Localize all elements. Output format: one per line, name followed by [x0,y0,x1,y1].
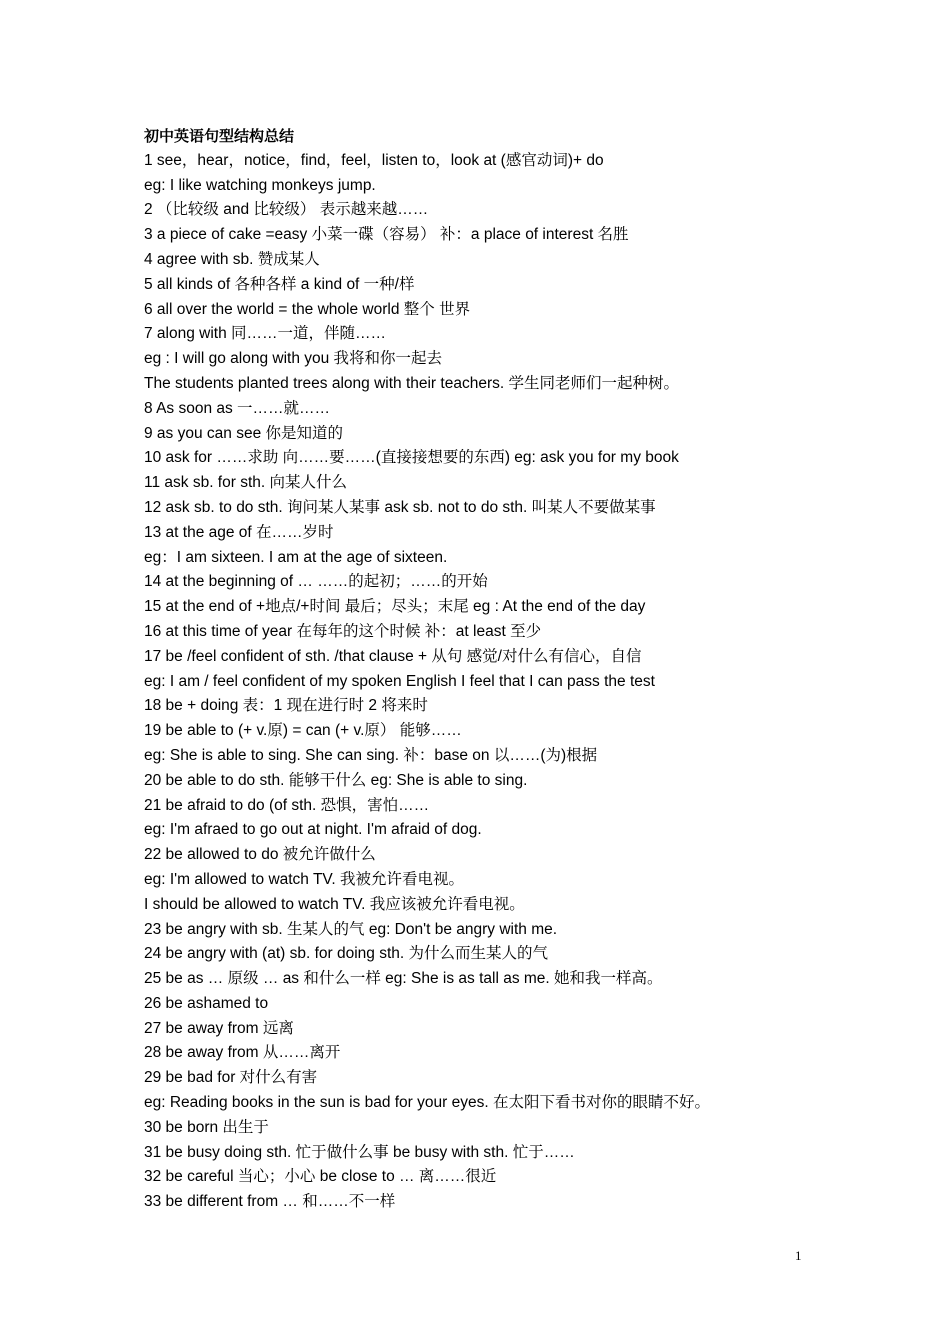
text-line: 1 see，hear，notice，find，feel，listen to，look at (感官动词)+ do [144,151,604,169]
text-line: eg: She is able to sing. She can sing. 补：base on 以……(为)根据 [144,746,598,764]
text-line: eg : I will go along with you 我将和你一起去 [144,350,443,368]
text-line: eg: Reading books in the sun is bad for your eyes. 在太阳下看书对你的眼睛不好。 [144,1094,710,1112]
text-line: 17 be /feel confident of sth. /that clause + 从句 感觉/对什么有信心，自信 [144,647,642,665]
text-line: 30 be born 出生于 [144,1118,269,1136]
text-line: 24 be angry with (at) sb. for doing sth. 为什么而生某人的气 [144,945,548,963]
text-line: eg: I like watching monkeys jump. [144,176,376,194]
text-line: 28 be away from 从……离开 [144,1044,341,1062]
text-line: 11 ask sb. for sth. 向某人什么 [144,474,347,492]
text-line: 27 be away from 远离 [144,1019,294,1037]
text-line: 16 at this time of year 在每年的这个时候 补：at least 至少 [144,622,542,640]
text-line: eg: I'm afraed to go out at night. I'm afraid of dog. [144,821,482,839]
document-title: 初中英语句型结构总结 [144,127,295,145]
text-line: 23 be angry with sb. 生某人的气 eg: Don't be angry with me. [144,920,558,938]
text-line: 10 ask for ……求助 向……要……(直接接想要的东西) eg: ask you for my book [144,449,679,467]
document-body [144,124,864,1215]
text-line: 12 ask sb. to do sth. 询问某人某事 ask sb. not to do sth. 叫某人不要做某事 [144,498,656,516]
text-line: 8 As soon as 一……就…… [144,399,331,417]
text-line: 13 at the age of 在……岁时 [144,523,334,541]
text-line: 25 be as … 原级 … as 和什么一样 eg: She is as tall as me. 她和我一样高。 [144,970,663,988]
text-line: 4 agree with sb. 赞成某人 [144,250,320,268]
text-line: 29 be bad for 对什么有害 [144,1069,318,1087]
text-line: 7 along with 同……一道，伴随…… [144,325,387,343]
text-line: The students planted trees along with their teachers. 学生同老师们一起种树。 [144,374,679,392]
text-line: 15 at the end of +地点/+时间 最后；尽头；末尾 eg : At the end of the day [144,598,646,616]
text-line: eg: I'm allowed to watch TV. 我被允许看电视。 [144,870,464,888]
text-line: 19 be able to (+ v.原) = can (+ v.原） 能够…… [144,722,462,740]
text-line: 26 be ashamed to [144,994,269,1012]
page-number: 1 [795,1248,802,1263]
text-line: 20 be able to do sth. 能够干什么 eg: She is able to sing. [144,771,528,789]
text-line: eg：I am sixteen. I am at the age of sixteen. [144,548,448,566]
text-line: 22 be allowed to do 被允许做什么 [144,846,376,864]
text-line: 5 all kinds of 各种各样 a kind of 一种/样 [144,275,415,293]
text-line: 33 be different from … 和……不一样 [144,1193,396,1211]
text-line: eg: I am / feel confident of my spoken English I feel that I can pass the test [144,672,655,690]
text-line: 9 as you can see 你是知道的 [144,424,343,442]
text-line: 18 be + doing 表：1 现在进行时 2 将来时 [144,697,428,715]
text-line: I should be allowed to watch TV. 我应该被允许看电视。 [144,895,525,913]
text-line: 32 be careful 当心；小心 be close to … 离……很近 [144,1168,497,1186]
text-line: 14 at the beginning of … ……的起初；……的开始 [144,573,488,591]
text-line: 21 be afraid to do (of sth. 恐惧，害怕…… [144,796,430,814]
text-line: 6 all over the world = the whole world 整个 世界 [144,300,471,318]
text-line: 2 （比较级 and 比较级） 表示越来越…… [144,201,429,219]
text-line: 31 be busy doing sth. 忙于做什么事 be busy with sth. 忙于…… [144,1143,575,1161]
text-line: 3 a piece of cake =easy 小菜一碟（容易） 补：a place of interest 名胜 [144,226,629,244]
